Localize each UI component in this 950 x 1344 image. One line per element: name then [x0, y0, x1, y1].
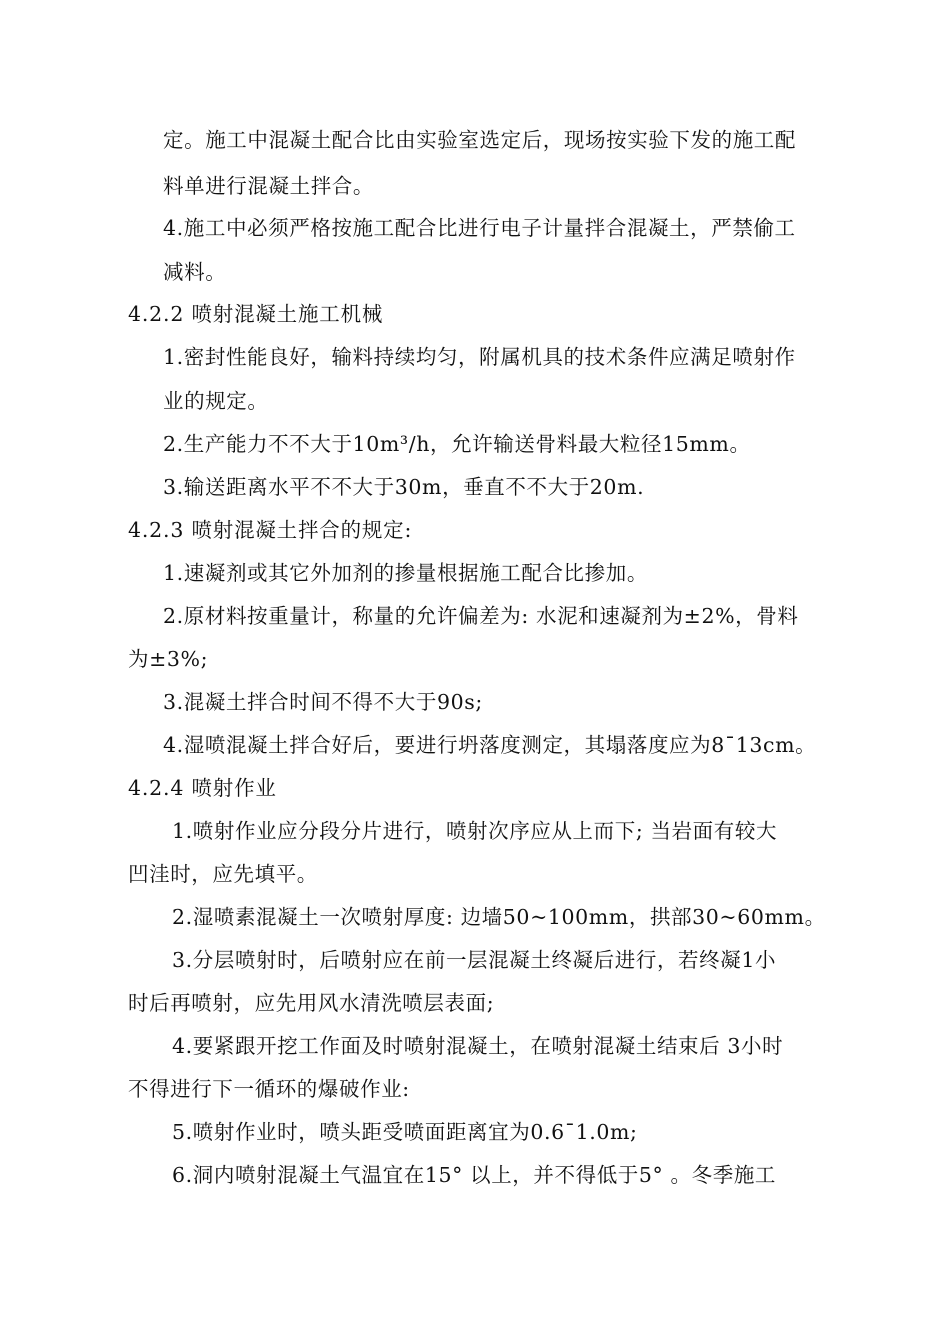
text-line-2: 料单进行混凝土拌合。 [163, 174, 374, 198]
text-line-12: 2.原材料按重量计，称量的允许偏差为: 水泥和速凝剂为±2%，骨料 [163, 604, 799, 628]
text-line-20: 3.分层喷射时，后喷射应在前一层混凝土终凝后进行，若终凝1小 [172, 948, 777, 972]
text-line-7: 业的规定。 [163, 389, 269, 413]
text-line-9: 3.输送距离水平不不大于30m，垂直不不大于20m. [163, 475, 645, 499]
text-line-6: 1.密封性能良好，输料持续均匀，附属机具的技术条件应满足喷射作 [163, 345, 796, 369]
section-heading-4-2-2: 4.2.2 喷射混凝土施工机械 [128, 302, 384, 326]
text-line-25: 6.洞内喷射混凝土气温宜在15° 以上，并不得低于5° 。冬季施工 [172, 1163, 777, 1187]
text-line-15: 4.湿喷混凝土拌合好后，要进行坍落度测定，其塌落度应为8¯13cm。 [163, 733, 817, 757]
text-line-3: 4.施工中必须严格按施工配合比进行电子计量拌合混凝土，严禁偷工 [163, 216, 796, 240]
text-line-22: 4.要紧跟开挖工作面及时喷射混凝土，在喷射混凝土结束后 3小时 [172, 1034, 784, 1058]
text-line-17: 1.喷射作业应分段分片进行，喷射次序应从上而下; 当岩面有较大 [172, 819, 778, 843]
text-line-18: 凹洼时，应先填平。 [128, 862, 318, 886]
text-line-21: 时后再喷射，应先用风水清洗喷层表面; [128, 991, 495, 1015]
text-line-13: 为±3%; [128, 647, 209, 671]
text-line-4: 减料。 [163, 260, 227, 284]
text-line-23: 不得进行下一循环的爆破作业: [128, 1077, 410, 1101]
text-line-11: 1.速凝剂或其它外加剂的掺量根据施工配合比掺加。 [163, 561, 648, 585]
section-heading-4-2-4: 4.2.4 喷射作业 [128, 776, 277, 800]
section-heading-4-2-3: 4.2.3 喷射混凝土拌合的规定: [128, 518, 413, 542]
text-line-1: 定。施工中混凝土配合比由实验室选定后，现场按实验下发的施工配 [163, 128, 796, 152]
text-line-8: 2.生产能力不不大于10m³/h，允许输送骨料最大粒径15mm。 [163, 432, 751, 456]
text-line-19: 2.湿喷素混凝土一次喷射厚度: 边墙50~100mm，拱部30~60mm。 [172, 905, 826, 929]
text-line-24: 5.喷射作业时，喷头距受喷面距离宜为0.6¯1.0m; [172, 1120, 638, 1144]
text-line-14: 3.混凝土拌合时间不得不大于90s; [163, 690, 483, 714]
